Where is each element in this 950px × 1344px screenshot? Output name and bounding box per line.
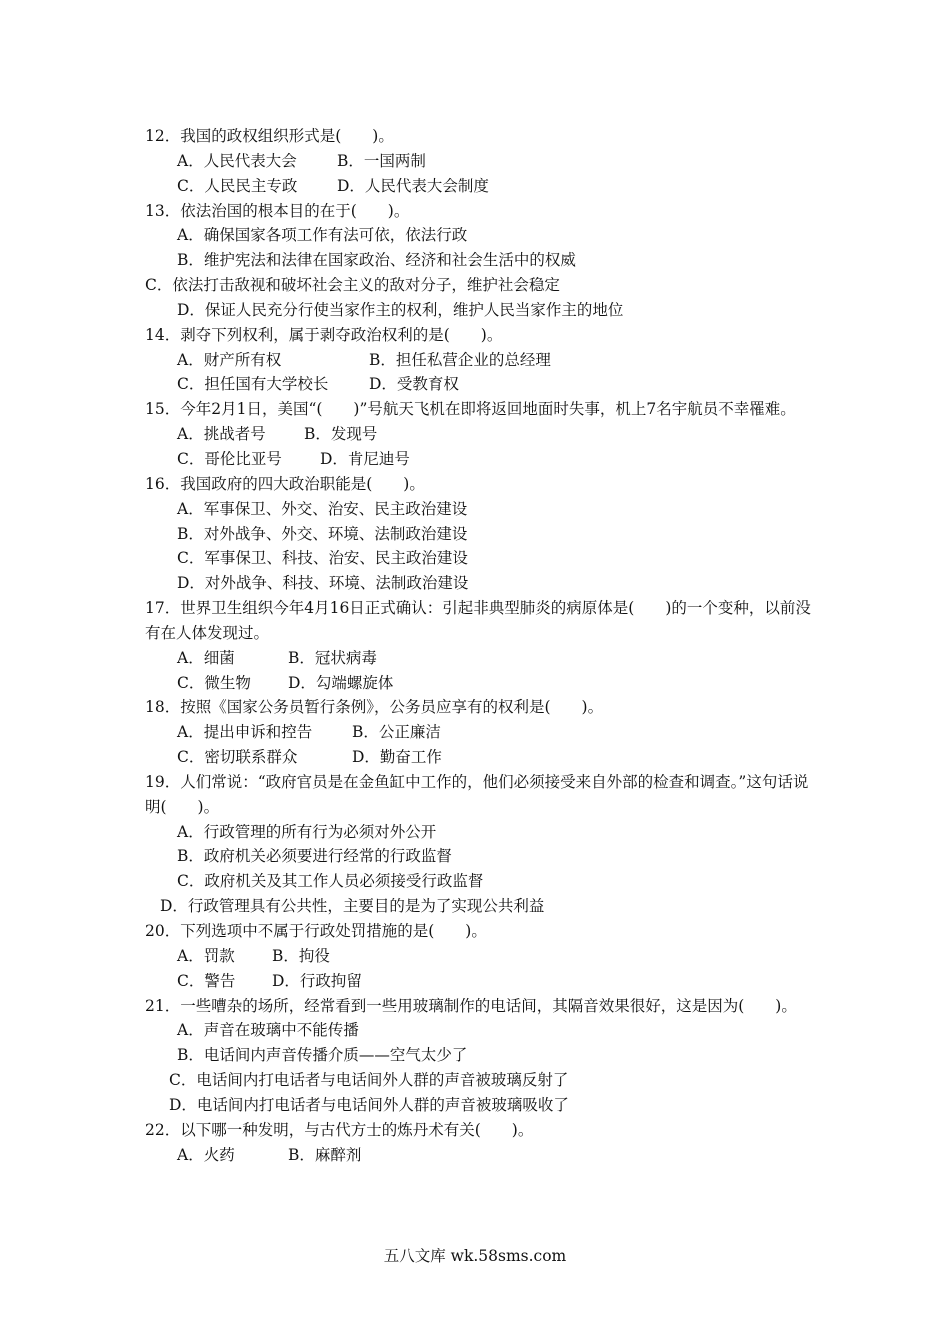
- question-18-options-row-1: [145, 720, 815, 745]
- question-19-stem: 19．人们常说：“政府官员是在金鱼缸中工作的，他们必须接受来自外部的检查和调查。”这句话说明( )。: [145, 772, 809, 816]
- question-12-option-b: B．一国两制: [337, 151, 426, 170]
- question-15-options-row-1: [145, 422, 815, 447]
- question-18-option-b: B．公正廉洁: [352, 723, 441, 742]
- question-13-option-a: A．确保国家各项工作有法可依，依法行政: [177, 226, 468, 245]
- question-12-option-a: A．人民代表大会: [177, 151, 297, 170]
- question-list: [145, 124, 815, 1167]
- question-20-options-row-2: [145, 969, 815, 994]
- question-21-option-a: A．声音在玻璃中不能传播: [177, 1021, 359, 1040]
- question-13-option-b: B．维护宪法和法律在国家政治、经济和社会生活中的权威: [177, 251, 576, 270]
- question-17-option-b: B．冠状病毒: [288, 648, 377, 667]
- question-14-option-c: C．担任国有大学校长: [177, 375, 329, 394]
- question-15-option-b: B．发现号: [304, 425, 378, 444]
- question-17-option-c: C．微生物: [177, 673, 251, 692]
- question-20-stem: 20．下列选项中不属于行政处罚措施的是( )。: [145, 922, 487, 940]
- footer-watermark: 五八文库 wk.58sms.com: [383, 1247, 567, 1265]
- question-18-option-a: A．提出申诉和控告: [177, 723, 313, 742]
- question-18-option-d: D．勤奋工作: [352, 748, 442, 767]
- question-17-options-row-2: [145, 671, 815, 696]
- question-16-option-d: D．对外战争、科技、环境、法制政治建设: [177, 574, 469, 593]
- question-20-options-row-1: [145, 944, 815, 969]
- question-22-option-b: B．麻醉剂: [288, 1145, 362, 1164]
- question-16-option-b: B．对外战争、外交、环境、法制政治建设: [177, 524, 468, 543]
- question-15-option-d: D．肯尼迪号: [320, 449, 410, 468]
- question-20-option-d: D．行政拘留: [272, 971, 362, 990]
- question-20-option-b: B．拘役: [272, 946, 330, 965]
- question-22-option-a: A．火药: [177, 1145, 235, 1164]
- question-16-stem: 16．我国政府的四大政治职能是( )。: [145, 474, 425, 493]
- question-12-options-row-2: [145, 174, 815, 199]
- question-21-option-d: D．电话间内打电话者与电话间外人群的声音被玻璃吸收了: [169, 1095, 569, 1114]
- question-15-option-c: C．哥伦比亚号: [177, 449, 282, 468]
- question-14-options-row-2: [145, 372, 815, 397]
- question-19-option-b: B．政府机关必须要进行经常的行政监督: [177, 847, 452, 866]
- question-17-options-row-1: [145, 646, 815, 671]
- question-18-options-row-2: [145, 745, 815, 770]
- question-17-option-a: A．细菌: [177, 648, 235, 667]
- question-21-option-b: B．电话间内声音传播介质——空气太少了: [177, 1046, 468, 1065]
- question-14-options-row-1: [145, 348, 815, 373]
- question-12-option-c: C．人民民主专政: [177, 176, 298, 195]
- question-22-options-row-1: [145, 1143, 815, 1168]
- question-12-option-d: D．人民代表大会制度: [337, 176, 489, 195]
- question-19-option-c: C．政府机关及其工作人员必须接受行政监督: [177, 872, 484, 891]
- question-13-stem: 13．依法治国的根本目的在于( )。: [145, 201, 410, 220]
- question-12-options-row-1: [145, 149, 815, 174]
- question-13-option-c: C．依法打击敌视和破坏社会主义的敌对分子，维护社会稳定: [145, 276, 560, 295]
- question-16-option-c: C．军事保卫、科技、治安、民主政治建设: [177, 549, 468, 568]
- question-19-option-a: A．行政管理的所有行为必须对外公开: [177, 822, 437, 841]
- question-17-option-d: D．勾端螺旋体: [288, 673, 394, 692]
- question-15-options-row-2: [145, 447, 815, 472]
- question-21-option-c: C．电话间内打电话者与电话间外人群的声音被玻璃反射了: [169, 1071, 569, 1090]
- question-17-stem: 17．世界卫生组织今年4月16日正式确认：引起非典型肺炎的病原体是( )的一个变种，以前没有在人体发现过。: [145, 599, 811, 642]
- question-14-option-a: A．财产所有权: [177, 350, 282, 369]
- question-18-stem: 18．按照《国家公务员暂行条例》，公务员应享有的权利是( )。: [145, 698, 604, 717]
- question-13-option-d: D．保证人民充分行使当家作主的权利，维护人民当家作主的地位: [177, 300, 624, 319]
- question-19-option-d: D．行政管理具有公共性，主要目的是为了实现公共利益: [160, 897, 545, 916]
- question-16-option-a: A．军事保卫、外交、治安、民主政治建设: [177, 499, 468, 518]
- question-22-stem: 22．以下哪一种发明，与古代方士的炼丹术有关( )。: [145, 1120, 534, 1139]
- question-20-option-a: A．罚款: [177, 946, 235, 965]
- question-21-stem: 21．一些嘈杂的场所，经常看到一些用玻璃制作的电话间，其隔音效果很好，这是因为( )。: [145, 996, 797, 1015]
- question-20-option-c: C．警告: [177, 971, 236, 990]
- question-15-stem: 15．今年2月1日，美国“( )”号航天飞机在即将返回地面时失事，机上7名宇航员不幸罹难。: [145, 400, 796, 419]
- question-14-stem: 14．剥夺下列权利，属于剥夺政治权利的是( )。: [145, 325, 503, 344]
- question-14-option-d: D．受教育权: [369, 375, 459, 394]
- question-12-stem: 12．我国的政权组织形式是( )。: [145, 127, 394, 145]
- question-14-option-b: B．担任私营企业的总经理: [369, 350, 551, 369]
- question-18-option-c: C．密切联系群众: [177, 748, 298, 767]
- question-15-option-a: A．挑战者号: [177, 425, 266, 444]
